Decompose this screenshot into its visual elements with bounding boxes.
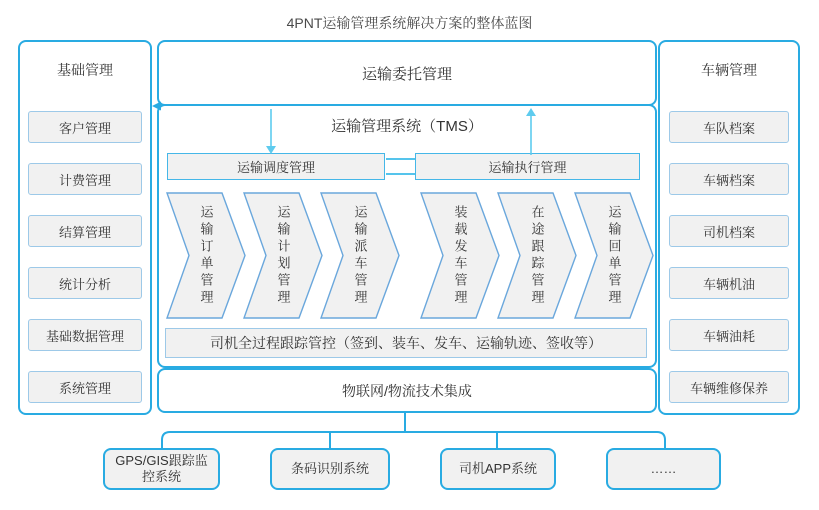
module-box: 车辆档案 [669, 163, 789, 195]
diagram-title: 4PNT运输管理系统解决方案的整体蓝图 [286, 15, 533, 31]
module-box: 客户管理 [28, 111, 142, 143]
process-steps [0, 192, 819, 319]
module-box: 司机档案 [669, 215, 789, 247]
process-step-chevron [574, 192, 655, 319]
driver-tracking-box: 司机全过程跟踪管控（签到、装车、发车、运输轨迹、签收等） [165, 328, 647, 358]
iot-integration-box: 物联网/物流技术集成 [157, 368, 657, 413]
module-box: 计费管理 [28, 163, 142, 195]
connector-bus [162, 432, 665, 448]
sub-box-connector [386, 158, 416, 175]
system-driver-app-box: 司机APP系统 [440, 448, 556, 490]
module-box: 统计分析 [28, 267, 142, 299]
module-box: 车队档案 [669, 111, 789, 143]
process-step-label: 在途跟踪管理 [529, 204, 545, 307]
process-step-label: 运输回单管理 [606, 204, 622, 307]
system-barcode-box: 条码识别系统 [270, 448, 390, 490]
process-step-label: 装载发车管理 [452, 204, 468, 307]
module-box: 车辆维修保养 [669, 371, 789, 403]
process-step-chevron [166, 192, 247, 319]
execution-management-box: 运输执行管理 [415, 153, 640, 180]
process-step-chevron [320, 192, 401, 319]
panel-vehicle-management-title: 车辆管理 [701, 62, 757, 78]
module-box: 车辆油耗 [669, 319, 789, 351]
system-gps-gis-box: GPS/GIS跟踪监控系统 [103, 448, 220, 490]
module-box: 车辆机油 [669, 267, 789, 299]
dispatch-management-box: 运输调度管理 [167, 153, 385, 180]
process-step-label: 运输派车管理 [352, 204, 368, 307]
panel-basic-management-title: 基础管理 [57, 62, 113, 78]
process-step-chevron [497, 192, 578, 319]
system-ellipsis-box: …… [606, 448, 721, 490]
process-step-label: 运输订单管理 [198, 204, 214, 307]
transport-commission-box: 运输委托管理 [157, 40, 657, 106]
process-step-chevron [243, 192, 324, 319]
module-box: 基础数据管理 [28, 319, 142, 351]
module-box: 结算管理 [28, 215, 142, 247]
process-step-label: 运输计划管理 [275, 204, 291, 307]
module-box: 系统管理 [28, 371, 142, 403]
tms-title: 运输管理系统（TMS） [331, 118, 483, 135]
process-step-chevron [420, 192, 501, 319]
